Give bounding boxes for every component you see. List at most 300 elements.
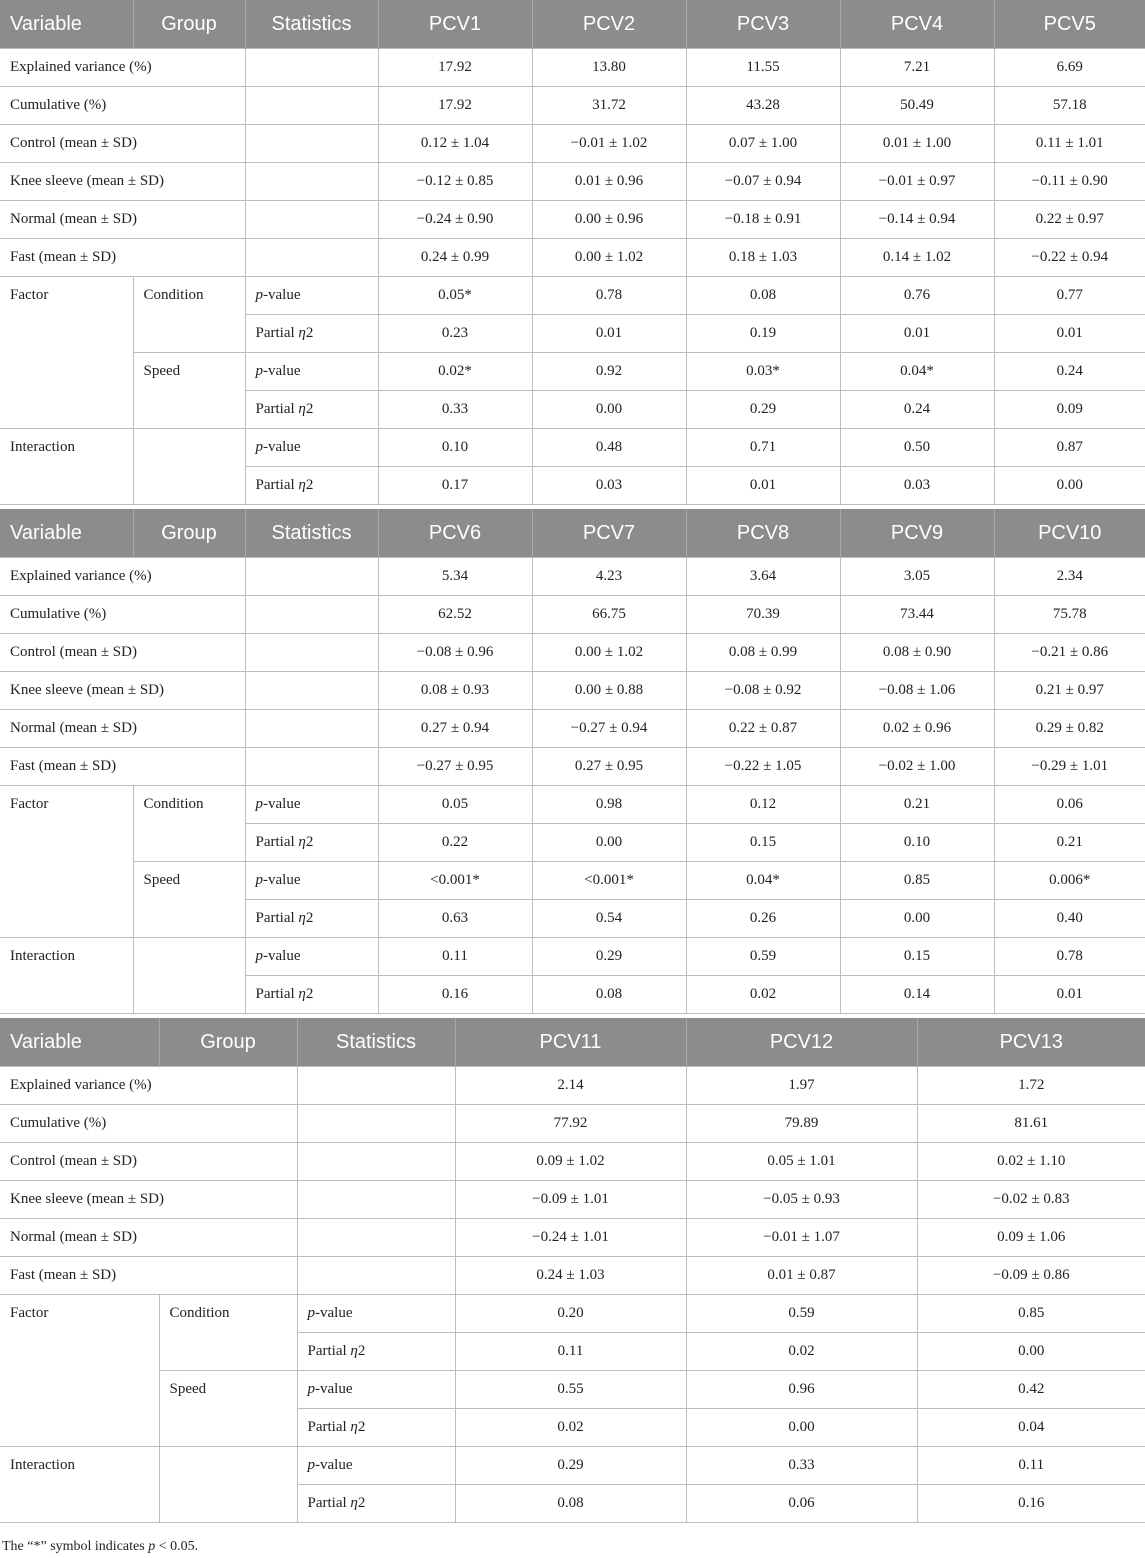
stat-empty [297,1143,455,1181]
value-cell: 0.24 ± 0.99 [378,239,532,277]
stat-empty [245,558,378,596]
variable-interaction: Interaction [0,938,133,1014]
row-label: Knee sleeve (mean ± SD) [0,672,245,710]
p-symbol: p [255,439,263,455]
value-cell: 7.21 [840,49,994,87]
group-empty [159,1447,297,1523]
p-suffix: -value [263,363,301,379]
row-speed_p [0,1371,1145,1409]
value-cell: 0.05 [378,786,532,824]
value-cell: 0.87 [994,429,1145,467]
row-normal [0,201,1145,239]
value-cell: 0.14 ± 1.02 [840,239,994,277]
value-cell: −0.09 ± 0.86 [917,1257,1145,1295]
value-cell: 0.78 [532,277,686,315]
value-cell: 0.10 [840,824,994,862]
value-cell: −0.21 ± 0.86 [994,634,1145,672]
header-pc: PCV6 [378,509,532,558]
value-cell: 31.72 [532,87,686,125]
value-cell: 2.34 [994,558,1145,596]
value-cell: 0.01 ± 0.87 [686,1257,917,1295]
eta-suffix: 2 [305,986,314,1002]
value-cell: <0.001* [378,862,532,900]
value-cell: 0.54 [532,900,686,938]
eta-suffix: 2 [305,325,314,341]
value-cell: 11.55 [686,49,840,87]
row-label: Knee sleeve (mean ± SD) [0,1181,297,1219]
row-cumulative [0,1105,1145,1143]
eta-suffix: 2 [357,1495,366,1511]
value-cell: 0.09 ± 1.06 [917,1219,1145,1257]
value-cell: 0.17 [378,467,532,505]
stat-label-partial-eta2 [245,900,378,938]
p-symbol: p [255,796,263,812]
p-symbol: p [255,363,263,379]
header-pc: PCV13 [917,1018,1145,1067]
row-inter_p [0,938,1145,976]
value-cell: 0.00 ± 1.02 [532,239,686,277]
value-cell: 0.76 [840,277,994,315]
stat-label-partial-eta2 [245,315,378,353]
value-cell: 0.05* [378,277,532,315]
header-pc: PCV8 [686,509,840,558]
value-cell: 0.98 [532,786,686,824]
value-cell: 0.29 ± 0.82 [994,710,1145,748]
value-cell: 0.08 [532,976,686,1014]
footnote-p-symbol: p [148,1539,156,1554]
stat-label-p-value [245,277,378,315]
header-group: Group [159,1018,297,1067]
stat-empty [245,634,378,672]
header-pc: PCV12 [686,1018,917,1067]
row-label: Fast (mean ± SD) [0,1257,297,1295]
header-group: Group [133,509,245,558]
value-cell: 0.29 [686,391,840,429]
stat-label-partial-eta2 [297,1409,455,1447]
eta-symbol: η [298,986,306,1002]
row-explained [0,1067,1145,1105]
value-cell: 0.24 ± 1.03 [455,1257,686,1295]
p-suffix: -value [315,1457,353,1473]
value-cell: 0.21 [994,824,1145,862]
row-label: Control (mean ± SD) [0,1143,297,1181]
group-condition: Condition [133,786,245,862]
value-cell: 0.08 [686,277,840,315]
value-cell: 0.02* [378,353,532,391]
row-control [0,125,1145,163]
stat-label-p-value [297,1295,455,1333]
p-suffix: -value [263,796,301,812]
header-statistics: Statistics [297,1018,455,1067]
group-speed: Speed [159,1371,297,1447]
value-cell: −0.01 ± 0.97 [840,163,994,201]
value-cell: −0.12 ± 0.85 [378,163,532,201]
value-cell: 2.14 [455,1067,686,1105]
eta-symbol: η [298,910,306,926]
value-cell: 0.26 [686,900,840,938]
value-cell: 0.02 [686,1333,917,1371]
header-row [0,0,1145,49]
value-cell: 0.96 [686,1371,917,1409]
value-cell: −0.27 ± 0.94 [532,710,686,748]
value-cell: −0.01 ± 1.07 [686,1219,917,1257]
p-symbol: p [255,287,263,303]
value-cell: 0.27 ± 0.94 [378,710,532,748]
row-cond_p [0,277,1145,315]
value-cell: −0.01 ± 1.02 [532,125,686,163]
value-cell: 0.02 [686,976,840,1014]
value-cell: 17.92 [378,49,532,87]
p-symbol: p [307,1305,315,1321]
value-cell: 0.22 ± 0.87 [686,710,840,748]
eta-symbol: η [298,834,306,850]
value-cell: −0.09 ± 1.01 [455,1181,686,1219]
p-symbol: p [307,1381,315,1397]
value-cell: 0.08 ± 0.90 [840,634,994,672]
eta-prefix: Partial [307,1419,351,1435]
stat-empty [297,1219,455,1257]
value-cell: 0.22 ± 0.97 [994,201,1145,239]
eta-suffix: 2 [357,1343,366,1359]
stat-label-partial-eta2 [245,976,378,1014]
value-cell: <0.001* [532,862,686,900]
value-cell: 0.42 [917,1371,1145,1409]
value-cell: 0.00 [994,467,1145,505]
value-cell: 57.18 [994,87,1145,125]
value-cell: 43.28 [686,87,840,125]
value-cell: 0.71 [686,429,840,467]
row-inter_p [0,1447,1145,1485]
eta-suffix: 2 [305,834,314,850]
row-label: Cumulative (%) [0,596,245,634]
variable-interaction: Interaction [0,1447,159,1523]
value-cell: 0.07 ± 1.00 [686,125,840,163]
row-control [0,634,1145,672]
value-cell: 0.09 ± 1.02 [455,1143,686,1181]
row-label: Control (mean ± SD) [0,125,245,163]
value-cell: 0.11 ± 1.01 [994,125,1145,163]
value-cell: 75.78 [994,596,1145,634]
value-cell: 0.01 [994,976,1145,1014]
value-cell: −0.02 ± 1.00 [840,748,994,786]
value-cell: −0.14 ± 0.94 [840,201,994,239]
row-label: Fast (mean ± SD) [0,748,245,786]
stat-label-p-value [245,786,378,824]
value-cell: 0.85 [840,862,994,900]
value-cell: 5.34 [378,558,532,596]
value-cell: 0.29 [455,1447,686,1485]
row-label: Normal (mean ± SD) [0,710,245,748]
value-cell: 0.11 [917,1447,1145,1485]
value-cell: 0.16 [378,976,532,1014]
value-cell: 0.21 [840,786,994,824]
value-cell: −0.08 ± 0.92 [686,672,840,710]
stat-empty [297,1257,455,1295]
value-cell: 0.48 [532,429,686,467]
eta-prefix: Partial [307,1343,351,1359]
row-knee [0,672,1145,710]
value-cell: −0.29 ± 1.01 [994,748,1145,786]
table-body [0,558,1145,1014]
value-cell: 0.00 [686,1409,917,1447]
value-cell: 0.06 [686,1485,917,1523]
stat-label-p-value [297,1371,455,1409]
eta-symbol: η [298,477,306,493]
value-cell: 1.72 [917,1067,1145,1105]
group-empty [133,938,245,1014]
value-cell: 13.80 [532,49,686,87]
value-cell: −0.22 ± 0.94 [994,239,1145,277]
value-cell: 0.15 [840,938,994,976]
value-cell: 73.44 [840,596,994,634]
stat-empty [297,1105,455,1143]
row-label: Cumulative (%) [0,1105,297,1143]
eta-prefix: Partial [255,986,299,1002]
value-cell: 62.52 [378,596,532,634]
row-inter_p [0,429,1145,467]
stat-empty [245,49,378,87]
value-cell: 3.05 [840,558,994,596]
header-statistics: Statistics [245,509,378,558]
p-symbol: p [255,948,263,964]
value-cell: 0.00 ± 0.88 [532,672,686,710]
value-cell: 0.08 ± 0.99 [686,634,840,672]
stat-empty [245,239,378,277]
value-cell: 0.92 [532,353,686,391]
pcv-table-3 [0,1018,1145,1523]
value-cell: 0.00 [532,824,686,862]
value-cell: 0.02 ± 0.96 [840,710,994,748]
value-cell: 0.78 [994,938,1145,976]
row-normal [0,710,1145,748]
p-symbol: p [255,872,263,888]
row-explained [0,558,1145,596]
row-cumulative [0,596,1145,634]
variable-factor: Factor [0,786,133,938]
value-cell: −0.11 ± 0.90 [994,163,1145,201]
value-cell: 0.18 ± 1.03 [686,239,840,277]
stat-label-p-value [245,862,378,900]
header-pc: PCV2 [532,0,686,49]
group-speed: Speed [133,353,245,429]
value-cell: 0.23 [378,315,532,353]
stat-label-partial-eta2 [245,824,378,862]
row-fast [0,748,1145,786]
value-cell: 0.03 [532,467,686,505]
value-cell: 0.12 [686,786,840,824]
value-cell: 0.59 [686,1295,917,1333]
value-cell: 0.27 ± 0.95 [532,748,686,786]
value-cell: 79.89 [686,1105,917,1143]
value-cell: 0.10 [378,429,532,467]
value-cell: 0.29 [532,938,686,976]
eta-symbol: η [350,1495,358,1511]
value-cell: 0.03 [840,467,994,505]
stat-empty [245,163,378,201]
value-cell: 0.04* [686,862,840,900]
eta-suffix: 2 [305,401,314,417]
header-group: Group [133,0,245,49]
group-empty [133,429,245,505]
pcv-table-2 [0,509,1145,1014]
stat-empty [245,672,378,710]
header-pc: PCV10 [994,509,1145,558]
header-pc: PCV5 [994,0,1145,49]
footnote-suffix: < 0.05. [155,1539,199,1554]
stat-empty [297,1181,455,1219]
eta-prefix: Partial [255,834,299,850]
value-cell: 0.24 [994,353,1145,391]
value-cell: −0.24 ± 1.01 [455,1219,686,1257]
value-cell: 0.55 [455,1371,686,1409]
p-suffix: -value [263,439,301,455]
p-suffix: -value [315,1381,353,1397]
stat-label-p-value [245,353,378,391]
pcv-table-1 [0,0,1145,505]
row-normal [0,1219,1145,1257]
stat-label-p-value [245,429,378,467]
value-cell: 50.49 [840,87,994,125]
value-cell: 0.01 [686,467,840,505]
stat-empty [245,596,378,634]
value-cell: −0.08 ± 0.96 [378,634,532,672]
value-cell: 0.05 ± 1.01 [686,1143,917,1181]
stat-label-partial-eta2 [245,391,378,429]
stat-empty [297,1067,455,1105]
p-suffix: -value [263,287,301,303]
value-cell: 0.16 [917,1485,1145,1523]
p-suffix: -value [263,948,301,964]
p-suffix: -value [315,1305,353,1321]
value-cell: 81.61 [917,1105,1145,1143]
row-label: Explained variance (%) [0,49,245,87]
footnote-prefix: The “*” symbol indicates [2,1539,149,1554]
eta-symbol: η [298,401,306,417]
value-cell: 0.33 [378,391,532,429]
value-cell: −0.08 ± 1.06 [840,672,994,710]
stat-label-partial-eta2 [245,467,378,505]
value-cell: 66.75 [532,596,686,634]
value-cell: −0.07 ± 0.94 [686,163,840,201]
value-cell: 0.20 [455,1295,686,1333]
value-cell: 0.06 [994,786,1145,824]
eta-prefix: Partial [255,325,299,341]
value-cell: 0.08 ± 0.93 [378,672,532,710]
stat-label-p-value [245,938,378,976]
table-header [0,0,1145,49]
footnote [2,1539,198,1555]
header-pc: PCV1 [378,0,532,49]
value-cell: 0.01 [994,315,1145,353]
value-cell: 0.14 [840,976,994,1014]
p-suffix: -value [263,872,301,888]
value-cell: 0.03* [686,353,840,391]
value-cell: 0.40 [994,900,1145,938]
value-cell: 0.01 [840,315,994,353]
value-cell: −0.22 ± 1.05 [686,748,840,786]
variable-interaction: Interaction [0,429,133,505]
value-cell: 0.77 [994,277,1145,315]
value-cell: 4.23 [532,558,686,596]
variable-factor: Factor [0,1295,159,1447]
value-cell: 0.19 [686,315,840,353]
eta-prefix: Partial [255,910,299,926]
stat-empty [245,125,378,163]
value-cell: 0.33 [686,1447,917,1485]
header-statistics: Statistics [245,0,378,49]
stat-label-partial-eta2 [297,1485,455,1523]
value-cell: 0.01 [532,315,686,353]
value-cell: 0.59 [686,938,840,976]
row-fast [0,1257,1145,1295]
value-cell: 0.11 [378,938,532,976]
value-cell: 0.11 [455,1333,686,1371]
group-condition: Condition [133,277,245,353]
value-cell: 3.64 [686,558,840,596]
row-label: Cumulative (%) [0,87,245,125]
stat-label-partial-eta2 [297,1333,455,1371]
value-cell: 0.85 [917,1295,1145,1333]
group-speed: Speed [133,862,245,938]
table-body [0,1067,1145,1523]
stat-label-p-value [297,1447,455,1485]
value-cell: 77.92 [455,1105,686,1143]
header-variable: Variable [0,0,133,49]
value-cell: 0.21 ± 0.97 [994,672,1145,710]
p-symbol: p [307,1457,315,1473]
row-label: Explained variance (%) [0,1067,297,1105]
row-cond_p [0,786,1145,824]
eta-symbol: η [350,1343,358,1359]
eta-suffix: 2 [357,1419,366,1435]
value-cell: 70.39 [686,596,840,634]
eta-prefix: Partial [307,1495,351,1511]
value-cell: −0.05 ± 0.93 [686,1181,917,1219]
row-label: Knee sleeve (mean ± SD) [0,163,245,201]
row-explained [0,49,1145,87]
header-variable: Variable [0,509,133,558]
value-cell: 0.22 [378,824,532,862]
value-cell: 0.12 ± 1.04 [378,125,532,163]
value-cell: −0.18 ± 0.91 [686,201,840,239]
row-label: Fast (mean ± SD) [0,239,245,277]
value-cell: 0.00 [532,391,686,429]
value-cell: 0.00 [840,900,994,938]
header-row [0,509,1145,558]
eta-symbol: η [350,1419,358,1435]
row-label: Normal (mean ± SD) [0,1219,297,1257]
row-fast [0,239,1145,277]
header-pc: PCV9 [840,509,994,558]
header-variable: Variable [0,1018,159,1067]
value-cell: 0.09 [994,391,1145,429]
header-pc: PCV3 [686,0,840,49]
row-label: Normal (mean ± SD) [0,201,245,239]
row-control [0,1143,1145,1181]
stat-empty [245,201,378,239]
stat-empty [245,748,378,786]
value-cell: 0.006* [994,862,1145,900]
value-cell: 0.01 ± 0.96 [532,163,686,201]
value-cell: 0.04* [840,353,994,391]
value-cell: 0.63 [378,900,532,938]
value-cell: 6.69 [994,49,1145,87]
value-cell: 0.00 [917,1333,1145,1371]
value-cell: −0.02 ± 0.83 [917,1181,1145,1219]
value-cell: 0.24 [840,391,994,429]
eta-prefix: Partial [255,477,299,493]
header-pc: PCV11 [455,1018,686,1067]
